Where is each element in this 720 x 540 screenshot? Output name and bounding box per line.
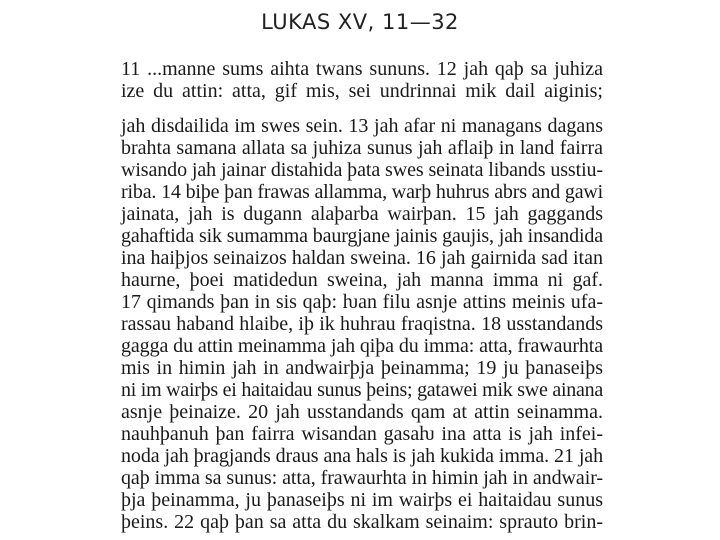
- text-line: 11 ...manne sums aihta twans sununs. 12 jah qaþ sa juhiza: [121, 58, 603, 80]
- text-line: haurne, þoei matidedun sweina, jah manna imma ni gaf.: [121, 269, 603, 291]
- text-line: qaþ imma sa sunus: atta, frawaurhta in himin jah in andwair-: [121, 467, 603, 489]
- text-line: ina haiþjos seinaizos haldan sweina. 16 jah gairnida sad itan: [121, 247, 603, 269]
- text-line: þeins. 22 qaþ þan sa atta du skalkam seinaim: sprauto brin-: [121, 511, 603, 533]
- text-line: gahaftida sik sumamma baurgjane jainis gaujis, jah insandida: [121, 225, 603, 247]
- verse-block-main: [121, 115, 603, 533]
- text-line: rassau haband hlaibe, iþ ik huhrau fraqistna. 18 usstandands: [121, 313, 603, 335]
- text-line: riba. 14 biþe þan frawas allamma, warþ huhrus abrs and gawi: [121, 181, 604, 203]
- text-line: mis in himin jah in andwairþja þeinamma; 19 ju þanaseiþs: [121, 357, 603, 379]
- text-line: brahta samana allata sa juhiza sunus jah aflaiþ in land fairra: [121, 137, 603, 159]
- text-line: jah disdailida im swes sein. 13 jah afar ni managans dagans: [121, 115, 603, 137]
- text-line: ize du attin: atta, gif mis, sei undrinnai mik dail aiginis;: [121, 80, 603, 102]
- text-line: wisando jah jainar distahida þata swes seinata libands usstiu-: [121, 159, 603, 181]
- text-line: jainata, jah is dugann alaþarba wairþan. 15 jah gaggands: [121, 203, 603, 225]
- text-line: nauhþanuh þan fairra wisandan gasaƕ ina atta is jah infei-: [121, 423, 603, 445]
- text-line: noda jah þragjands draus ana hals is jah kukida imma. 21 jah: [121, 445, 603, 467]
- text-line: gagga du attin meinamma jah qiþa du imma: atta, frawaurhta: [121, 335, 603, 357]
- text-line: asnje þeinaize. 20 jah usstandands qam at attin seinamma.: [121, 401, 603, 423]
- text-line: þja þeinamma, ju þanaseiþs ni im wairþs ei haitaidau sunus: [121, 489, 603, 511]
- verse-block-top: [121, 58, 603, 102]
- text-line: 17 qimands þan in sis qaþ: ƕan filu asnje attins meinis ufa-: [121, 291, 603, 313]
- page-header: LUKAS XV, 11—32: [261, 10, 459, 34]
- text-line: ni im wairþs ei haitaidau sunus þeins; gatawei mik swe ainana: [121, 379, 603, 401]
